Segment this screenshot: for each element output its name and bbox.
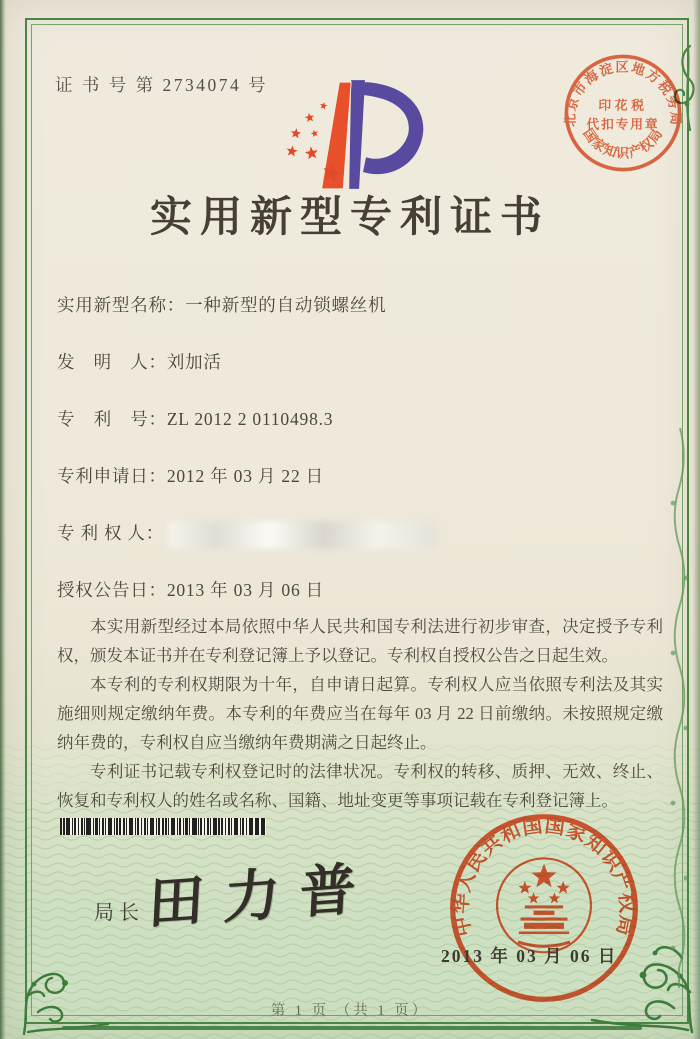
national-emblem-icon (497, 858, 591, 952)
paragraph-register: 专利证书记载专利权登记时的法律状况。专利权的转移、质押、无效、终止、恢复和专利权人的姓名或名称、国籍、地址变更等事项记载在专利登记簿上。 (57, 762, 663, 810)
legal-text-block (57, 612, 663, 815)
seal-ring-text: 中华人民共和国国家知识产权局 (449, 814, 639, 939)
field-value: 刘加活 (166, 352, 222, 372)
field-label: 实用新型名称： (57, 295, 186, 315)
field-grant-publication-date (57, 577, 324, 602)
paragraph-term-fees: 本专利的专利权期限为十年，自申请日起算。专利权人应当依照专利法及其实施细则规定缴纳年费。本专利的年费应当在每年 03 月 22 日前缴纳。未按照规定缴纳年费的，专利权自应当缴纳年费期满之日起终止。 (57, 675, 663, 752)
barcode (60, 818, 266, 835)
flourish-bottom-left-icon (18, 942, 113, 1037)
paragraph-grant: 本实用新型经过本局依照中华人民共和国专利法进行初步审查，决定授予专利权，颁发本证书并在专利登记簿上予以登记。专利权自授权公告之日起生效。 (57, 617, 663, 665)
field-inventor (57, 349, 222, 374)
certificate-title: 实用新型专利证书 (149, 195, 550, 241)
field-filing-date (57, 463, 324, 488)
field-label: 发 明 人： (57, 352, 167, 372)
vine-right-edge-icon (666, 428, 692, 988)
tax-stamp-arc-bottom: 国家知识产权局 (580, 125, 666, 161)
sipo-logo-icon (282, 78, 450, 192)
certificate-number: 证 书 号 第 2734074 号 (55, 75, 269, 95)
tax-stamp-icon (550, 40, 696, 186)
tax-stamp-line2: 代扣专用章 (586, 117, 660, 132)
field-value: 2012 年 03 月 22 日 (166, 466, 324, 486)
field-label: 授权公告日： (57, 580, 167, 600)
scan-edge-right (693, 0, 700, 1039)
field-patentee (57, 520, 436, 549)
page-number-footer: 第 1 页 （共 1 页） (270, 1003, 430, 1019)
tax-stamp-arc-top: 北京市海淀区地方税务局 (562, 59, 684, 127)
field-patent-number (57, 406, 333, 431)
field-value: 一种新型的自动锁螺丝机 (185, 295, 387, 315)
commissioner-signature: 田力普 (146, 857, 378, 937)
field-value: ZL 2012 2 0110498.3 (166, 409, 334, 429)
tax-stamp-line1: 印花税 (598, 98, 648, 113)
field-label: 专 利 权 人： (57, 523, 165, 543)
commissioner-label: 局长 (94, 902, 144, 924)
bottom-rule (62, 1026, 642, 1030)
sipo-official-seal-icon (444, 808, 644, 1008)
patentee-redaction-blur (168, 521, 436, 549)
scan-edge-left (0, 0, 6, 1039)
field-label: 专 利 号： (57, 409, 167, 429)
field-utility-model-name (57, 292, 386, 317)
seal-date: 2013 年 03 月 06 日 (441, 946, 618, 966)
field-value: 2013 年 03 月 06 日 (166, 580, 324, 600)
field-label: 专利申请日： (57, 466, 167, 486)
